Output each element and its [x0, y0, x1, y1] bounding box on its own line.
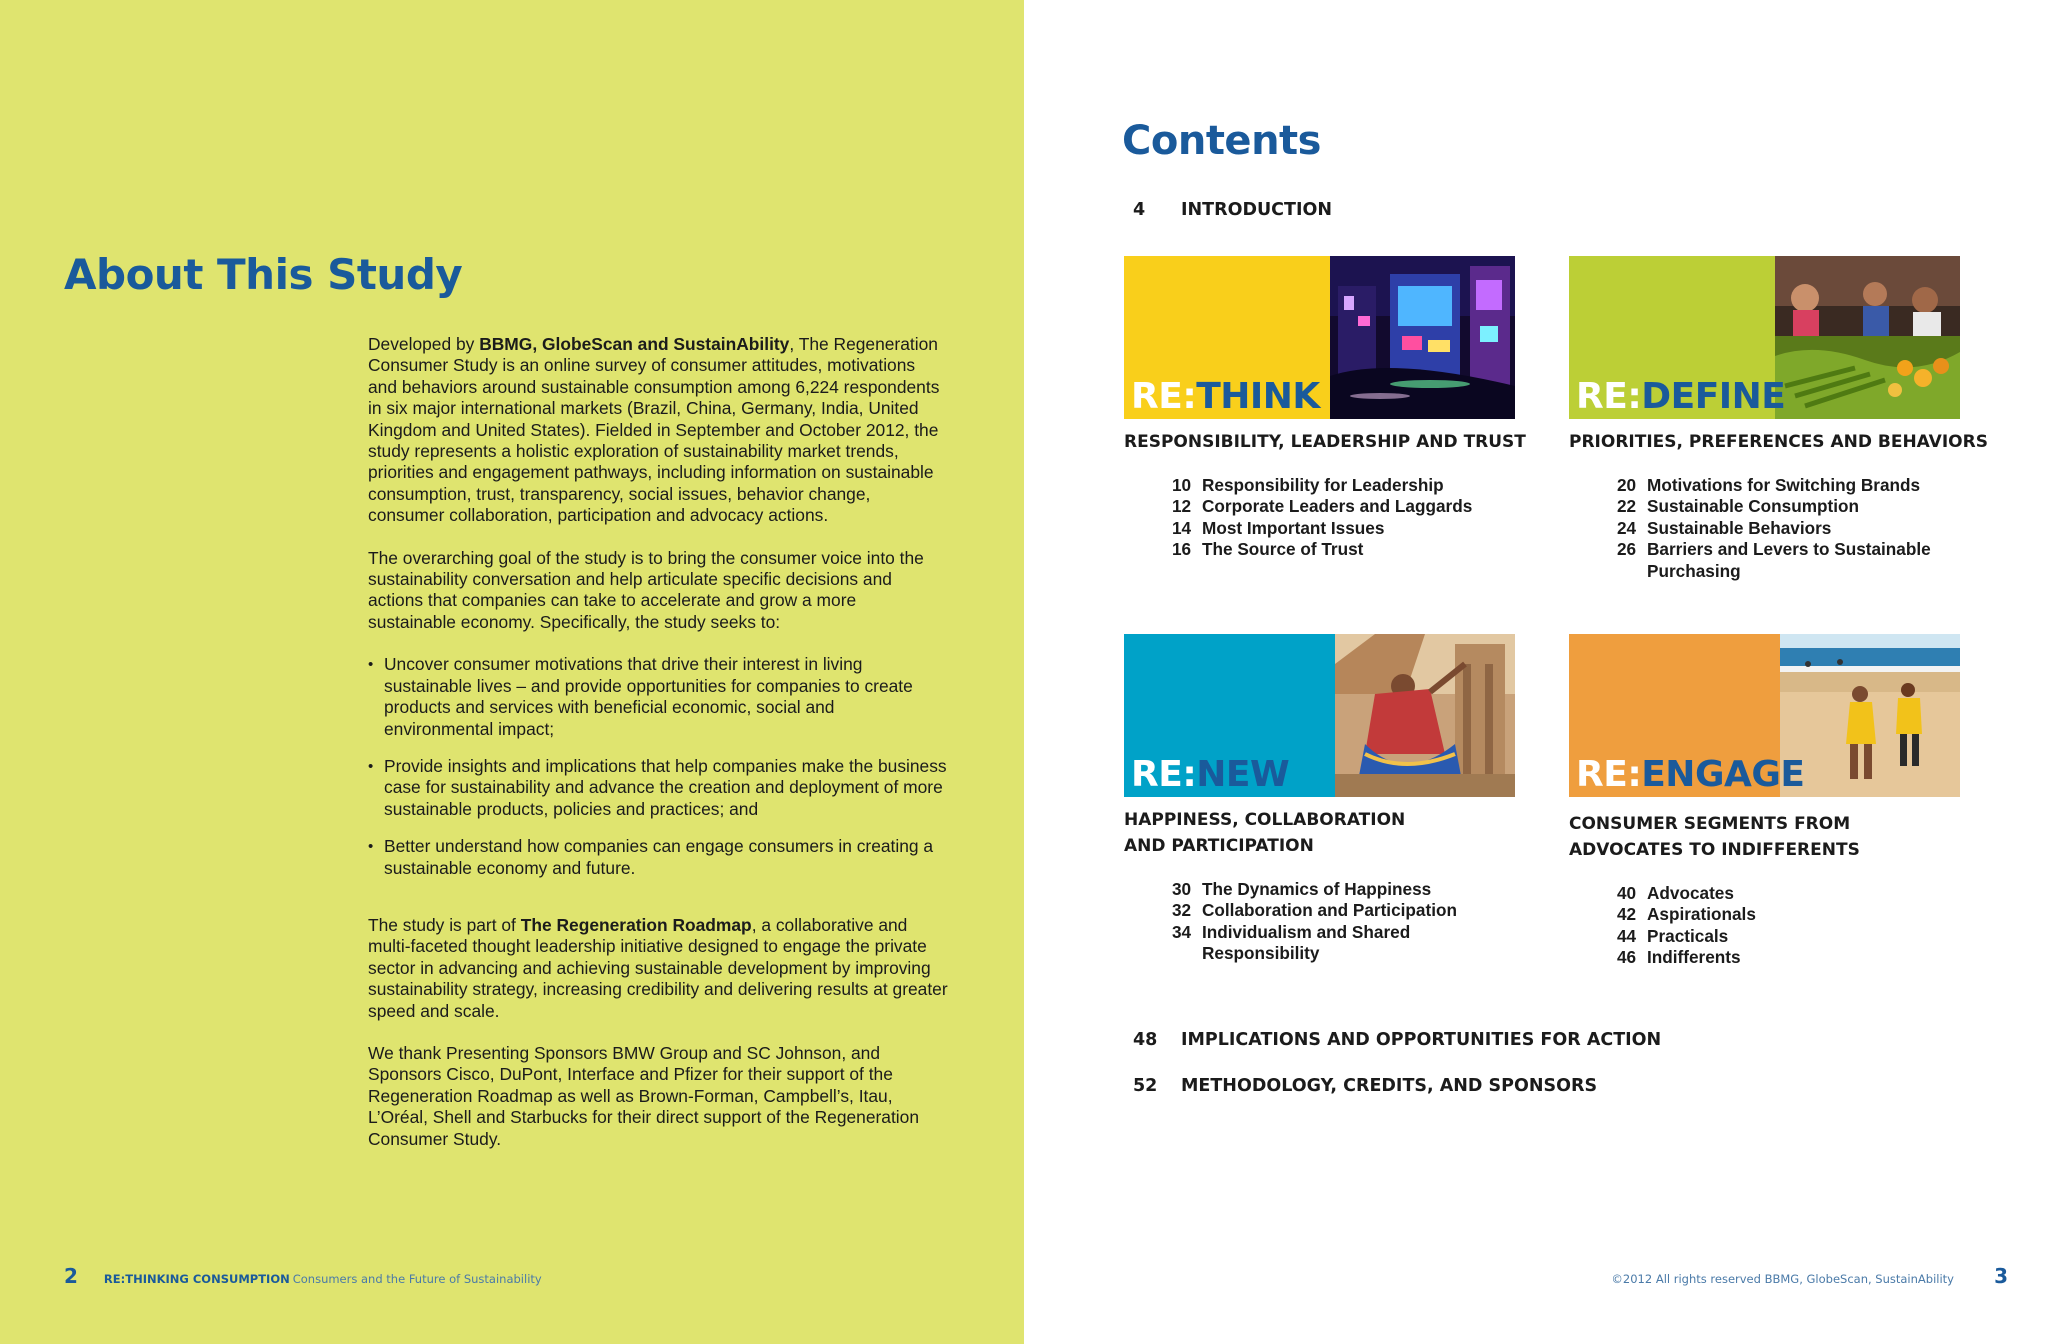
right-page: [1024, 0, 2048, 1344]
section-banner-title: RE:ENGAGE: [1576, 754, 1805, 795]
page-number: 2: [64, 1264, 78, 1288]
section-subhead: HAPPINESS, COLLABORATION AND PARTICIPATION: [1124, 810, 1406, 856]
toc-item[interactable]: 42 Aspirationals: [1617, 904, 1756, 925]
section-rethink: [1124, 256, 1524, 561]
toc-entry-implications[interactable]: [1133, 1030, 1661, 1050]
toc-item[interactable]: 34 Individualism and Shared Responsibility: [1172, 921, 1411, 964]
list-item: • Better understand how companies can engage consumers in creating a sustainable economy and future.: [368, 836, 948, 879]
sponsors-paragraph: We thank Presenting Sponsors BMW Group and SC Johnson, and Sponsors Cisco, DuPont, Interface and Pfizer for their support of the Regeneration Roadmap as well as Brown-Forman, Campbell’s, Itau, L’Oréal, Shell and Starbucks for their direct support of the Regeneration Consumer Study.: [368, 1042, 920, 1149]
toc-item[interactable]: 40 Advocates: [1617, 883, 1734, 903]
toc-page-number: 52: [1133, 1076, 1158, 1096]
section-subhead: PRIORITIES, PREFERENCES AND BEHAVIORS: [1569, 432, 1988, 452]
goals-list: [368, 654, 948, 879]
list-item: • Provide insights and implications that help companies make the business case for sustainability and advance the creation and deployment of more sustainable products, policies and practices; and: [368, 756, 948, 820]
toc-page-number: 48: [1133, 1030, 1158, 1050]
toc-page-number: 4: [1133, 200, 1146, 220]
roadmap-paragraph: The study is part of The Regeneration Roadmap, a collaborative and multi-faceted thought leadership initiative designed to engage the private sector in advancing and achieving sustainable development by improving sustainability strategy, increasing credibility and delivering results at greater speed and scale.: [368, 914, 948, 1021]
section-renew: [1124, 634, 1524, 965]
section-items: [1617, 475, 1969, 582]
toc-item[interactable]: 12 Corporate Leaders and Laggards: [1172, 496, 1473, 517]
section-banner[interactable]: [1124, 634, 1515, 797]
section-banner[interactable]: [1569, 634, 1960, 797]
list-item: • Uncover consumer motivations that drive their interest in living sustainable lives – and provide opportunities for companies to create products and services with beneficial economic, social and environmental impact;: [368, 654, 948, 740]
beach-photo: [1780, 634, 1960, 797]
toc-item[interactable]: 20 Motivations for Switching Brands: [1617, 475, 1921, 495]
toc-item[interactable]: 26 Barriers and Levers to Sustainable Purchasing: [1617, 539, 1931, 581]
footer-publication-subtitle: Consumers and the Future of Sustainability: [292, 1272, 542, 1286]
page-number: 3: [1994, 1264, 2008, 1288]
section-banner-title: RE:THINK: [1131, 376, 1320, 417]
copyright-notice: ©2012 All rights reserved BBMG, GlobeScan, SustainAbility: [1611, 1272, 1954, 1286]
toc-item[interactable]: 22 Sustainable Consumption: [1617, 496, 1859, 517]
toc-item[interactable]: 44 Practicals: [1617, 925, 1729, 946]
right-footer: [1024, 1264, 2048, 1294]
section-banner[interactable]: [1124, 256, 1515, 419]
toc-item[interactable]: 24 Sustainable Behaviors: [1617, 517, 1832, 538]
section-banner-title: RE:DEFINE: [1576, 376, 1786, 417]
section-reengage: [1569, 634, 1969, 969]
toc-item[interactable]: 14 Most Important Issues: [1172, 517, 1385, 538]
goal-paragraph: The overarching goal of the study is to bring the consumer voice into the sustainability conversation and help articulate specific decisions and actions that companies can take to accelerate and grow a more sustainable economy. Specifically, the study seeks to:: [368, 547, 924, 632]
section-items: [1172, 879, 1524, 965]
city-night-photo: [1330, 256, 1515, 419]
toc-item[interactable]: 10 Responsibility for Leadership: [1172, 475, 1444, 495]
toc-label: INTRODUCTION: [1181, 200, 1332, 220]
about-study-body: [368, 334, 948, 1171]
section-redefine: [1569, 256, 1988, 582]
toc-entry-methodology[interactable]: [1133, 1076, 1597, 1096]
section-items: [1172, 475, 1524, 561]
left-footer: [64, 1264, 542, 1288]
market-produce-photo: [1775, 256, 1960, 419]
toc-label: IMPLICATIONS AND OPPORTUNITIES FOR ACTION: [1181, 1030, 1662, 1050]
toc-item[interactable]: 32 Collaboration and Participation: [1172, 900, 1457, 921]
toc-item[interactable]: 46 Indifferents: [1617, 947, 1741, 968]
intro-paragraph: Developed by BBMG, GlobeScan and SustainAbility, The Regeneration Consumer Study is an online survey of consumer attitudes, motivations and behaviors around sustainable consumption among 6,224 respondents in six major international markets (Brazil, China, Germany, India, United Kingdom and United States). Fielded in September and October 2012, the study represents a holistic exploration of sustainability market trends, priorities and engagement pathways, including information on sustainable consumption, trust, transparency, social issues, behavior change, consumer collaboration, participation and advocacy actions.: [368, 334, 940, 526]
toc-label: METHODOLOGY, CREDITS, AND SPONSORS: [1181, 1076, 1598, 1096]
section-banner[interactable]: [1569, 256, 1960, 419]
about-study-title: About This Study: [64, 250, 463, 299]
footer-publication-title: RE:THINKING CONSUMPTION: [103, 1272, 290, 1286]
section-subhead: CONSUMER SEGMENTS FROM ADVOCATES TO INDIFFERENTS: [1569, 814, 1860, 860]
section-banner-title: RE:NEW: [1131, 754, 1290, 795]
toc-item[interactable]: 30 The Dynamics of Happiness: [1172, 879, 1432, 899]
toc-item[interactable]: 16 The Source of Trust: [1172, 539, 1364, 560]
dancer-photo: [1335, 634, 1515, 797]
section-items: [1617, 883, 1969, 969]
section-subhead: RESPONSIBILITY, LEADERSHIP AND TRUST: [1124, 432, 1526, 452]
toc-entry-introduction[interactable]: [1133, 200, 1332, 220]
contents-title: Contents: [1122, 118, 1321, 164]
